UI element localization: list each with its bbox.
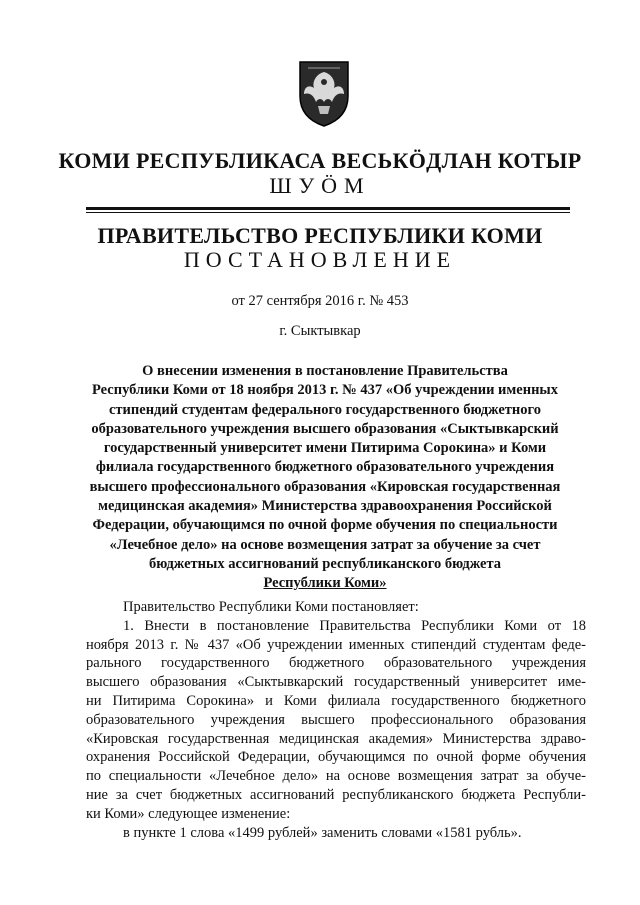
heading-line-underlined: Республики Коми»	[263, 575, 387, 592]
ru-decree-subtitle: ПОСТАНОВЛЕНИЕ	[183, 247, 457, 272]
heading-line: Республики Коми от 18 ноября 2013 г. № 437 «Об учреждении именных	[92, 382, 558, 399]
decree-body	[86, 598, 586, 842]
paragraph-line: «Кировская государственная медицинская академия» Министерства здраво-	[86, 730, 586, 747]
paragraph-line: 1. Внести в постановление Правительства Республики Коми от 18	[123, 617, 586, 634]
komi-government-title: КОМИ РЕСПУБЛИКАСА ВЕСЬКӦДЛАН КОТЫР	[58, 148, 582, 173]
heading-line: «Лечебное дело» на основе возмещения затрат за обучение за счет	[109, 536, 541, 553]
heading-line: образовательного учреждения высшего образования «Сыктывкарский	[91, 420, 559, 437]
heading-line: филиала государственного бюджетного образовательного учреждения	[95, 459, 555, 476]
paragraph-line: по специальности «Лечебное дело» на основе возмещения затрат за обуче-	[86, 768, 586, 785]
komi-decree-subtitle: ШУӦМ	[269, 173, 371, 198]
paragraph-line: образовательного учреждения высшего профессионального образования	[86, 711, 586, 728]
decree-heading	[60, 362, 590, 594]
paragraph-line: ни Питирима Сорокина» и Коми филиала государственного бюджетного	[86, 692, 586, 709]
paragraph-line: рального государственного бюджетного образовательного учреждения	[86, 655, 586, 672]
heading-line: государственный университет имени Питирима Сорокина» и Коми	[103, 440, 547, 457]
heading-line: медицинская академия» Министерства здравоохранения Российской	[98, 498, 552, 515]
ru-government-title: ПРАВИТЕЛЬСТВО РЕСПУБЛИКИ КОМИ	[97, 223, 543, 248]
heading-line: Федерации, обучающимся по очной форме обучения по специальности	[92, 517, 558, 534]
komi-coat-of-arms-icon	[294, 58, 354, 128]
decree-date-number: от 27 сентября 2016 г. № 453	[231, 293, 409, 309]
header-divider-thick	[86, 207, 570, 210]
heading-line: бюджетных ассигнований республиканского бюджета	[148, 555, 502, 572]
heading-line: высшего профессионального образования «Кировская государственная	[89, 478, 561, 495]
change-instruction: в пункте 1 слова «1499 рублей» заменить словами «1581 рубль».	[123, 824, 522, 841]
paragraph-line: ноября 2013 г. № 437 «Об учреждении именных стипендий студентам феде-	[86, 636, 586, 653]
paragraph-line: ние за счет бюджетных ассигнований республиканского бюджета Республи-	[86, 786, 586, 803]
paragraph-line: охранения Российской Федерации, обучающимся по очной форме обучения	[86, 749, 586, 766]
decree-city: г. Сыктывкар	[279, 323, 361, 339]
paragraph-line: высшего образования «Сыктывкарский государственный университет име-	[86, 674, 586, 691]
header-divider-thin	[86, 212, 570, 213]
heading-line: О внесении изменения в постановление Правительства	[142, 363, 508, 379]
body-intro: Правительство Республики Коми постановляет:	[123, 599, 419, 615]
paragraph-line: ки Коми» следующее изменение:	[86, 805, 291, 822]
heading-line: стипендий студентам федерального государственного бюджетного	[109, 401, 541, 418]
